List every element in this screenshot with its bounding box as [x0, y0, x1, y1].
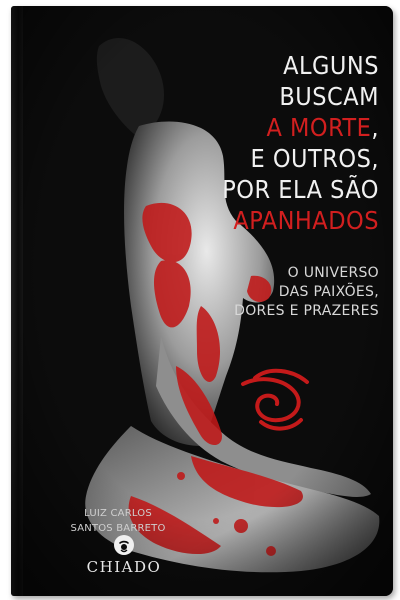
book-subtitle — [234, 264, 379, 321]
publisher-block — [59, 534, 189, 576]
subtitle-line-2: DAS PAIXÕES, — [278, 284, 379, 300]
book-cover — [11, 6, 393, 596]
title-line-5: POR ELA SÃO — [222, 175, 379, 204]
chiado-logo-icon — [113, 534, 135, 556]
subtitle-line-1: O UNIVERSO — [287, 265, 379, 281]
author-name — [63, 506, 173, 536]
title-line-4: E OUTROS, — [250, 144, 379, 173]
book-title — [222, 50, 379, 236]
title-accent-death: A MORTE — [266, 113, 372, 142]
author-line-2: SANTOS BARRETO — [70, 523, 166, 534]
title-line-1: ALGUNS — [283, 51, 379, 80]
title-line-3 — [222, 112, 379, 143]
author-line-1: LUIZ CARLOS — [84, 508, 152, 519]
title-accent-caught: APANHADOS — [233, 206, 379, 235]
subtitle-line-3: DORES E PRAZERES — [234, 303, 379, 319]
publisher-name: CHIADO — [86, 558, 162, 576]
title-comma: , — [371, 113, 379, 142]
title-line-2: BUSCAM — [279, 82, 379, 111]
